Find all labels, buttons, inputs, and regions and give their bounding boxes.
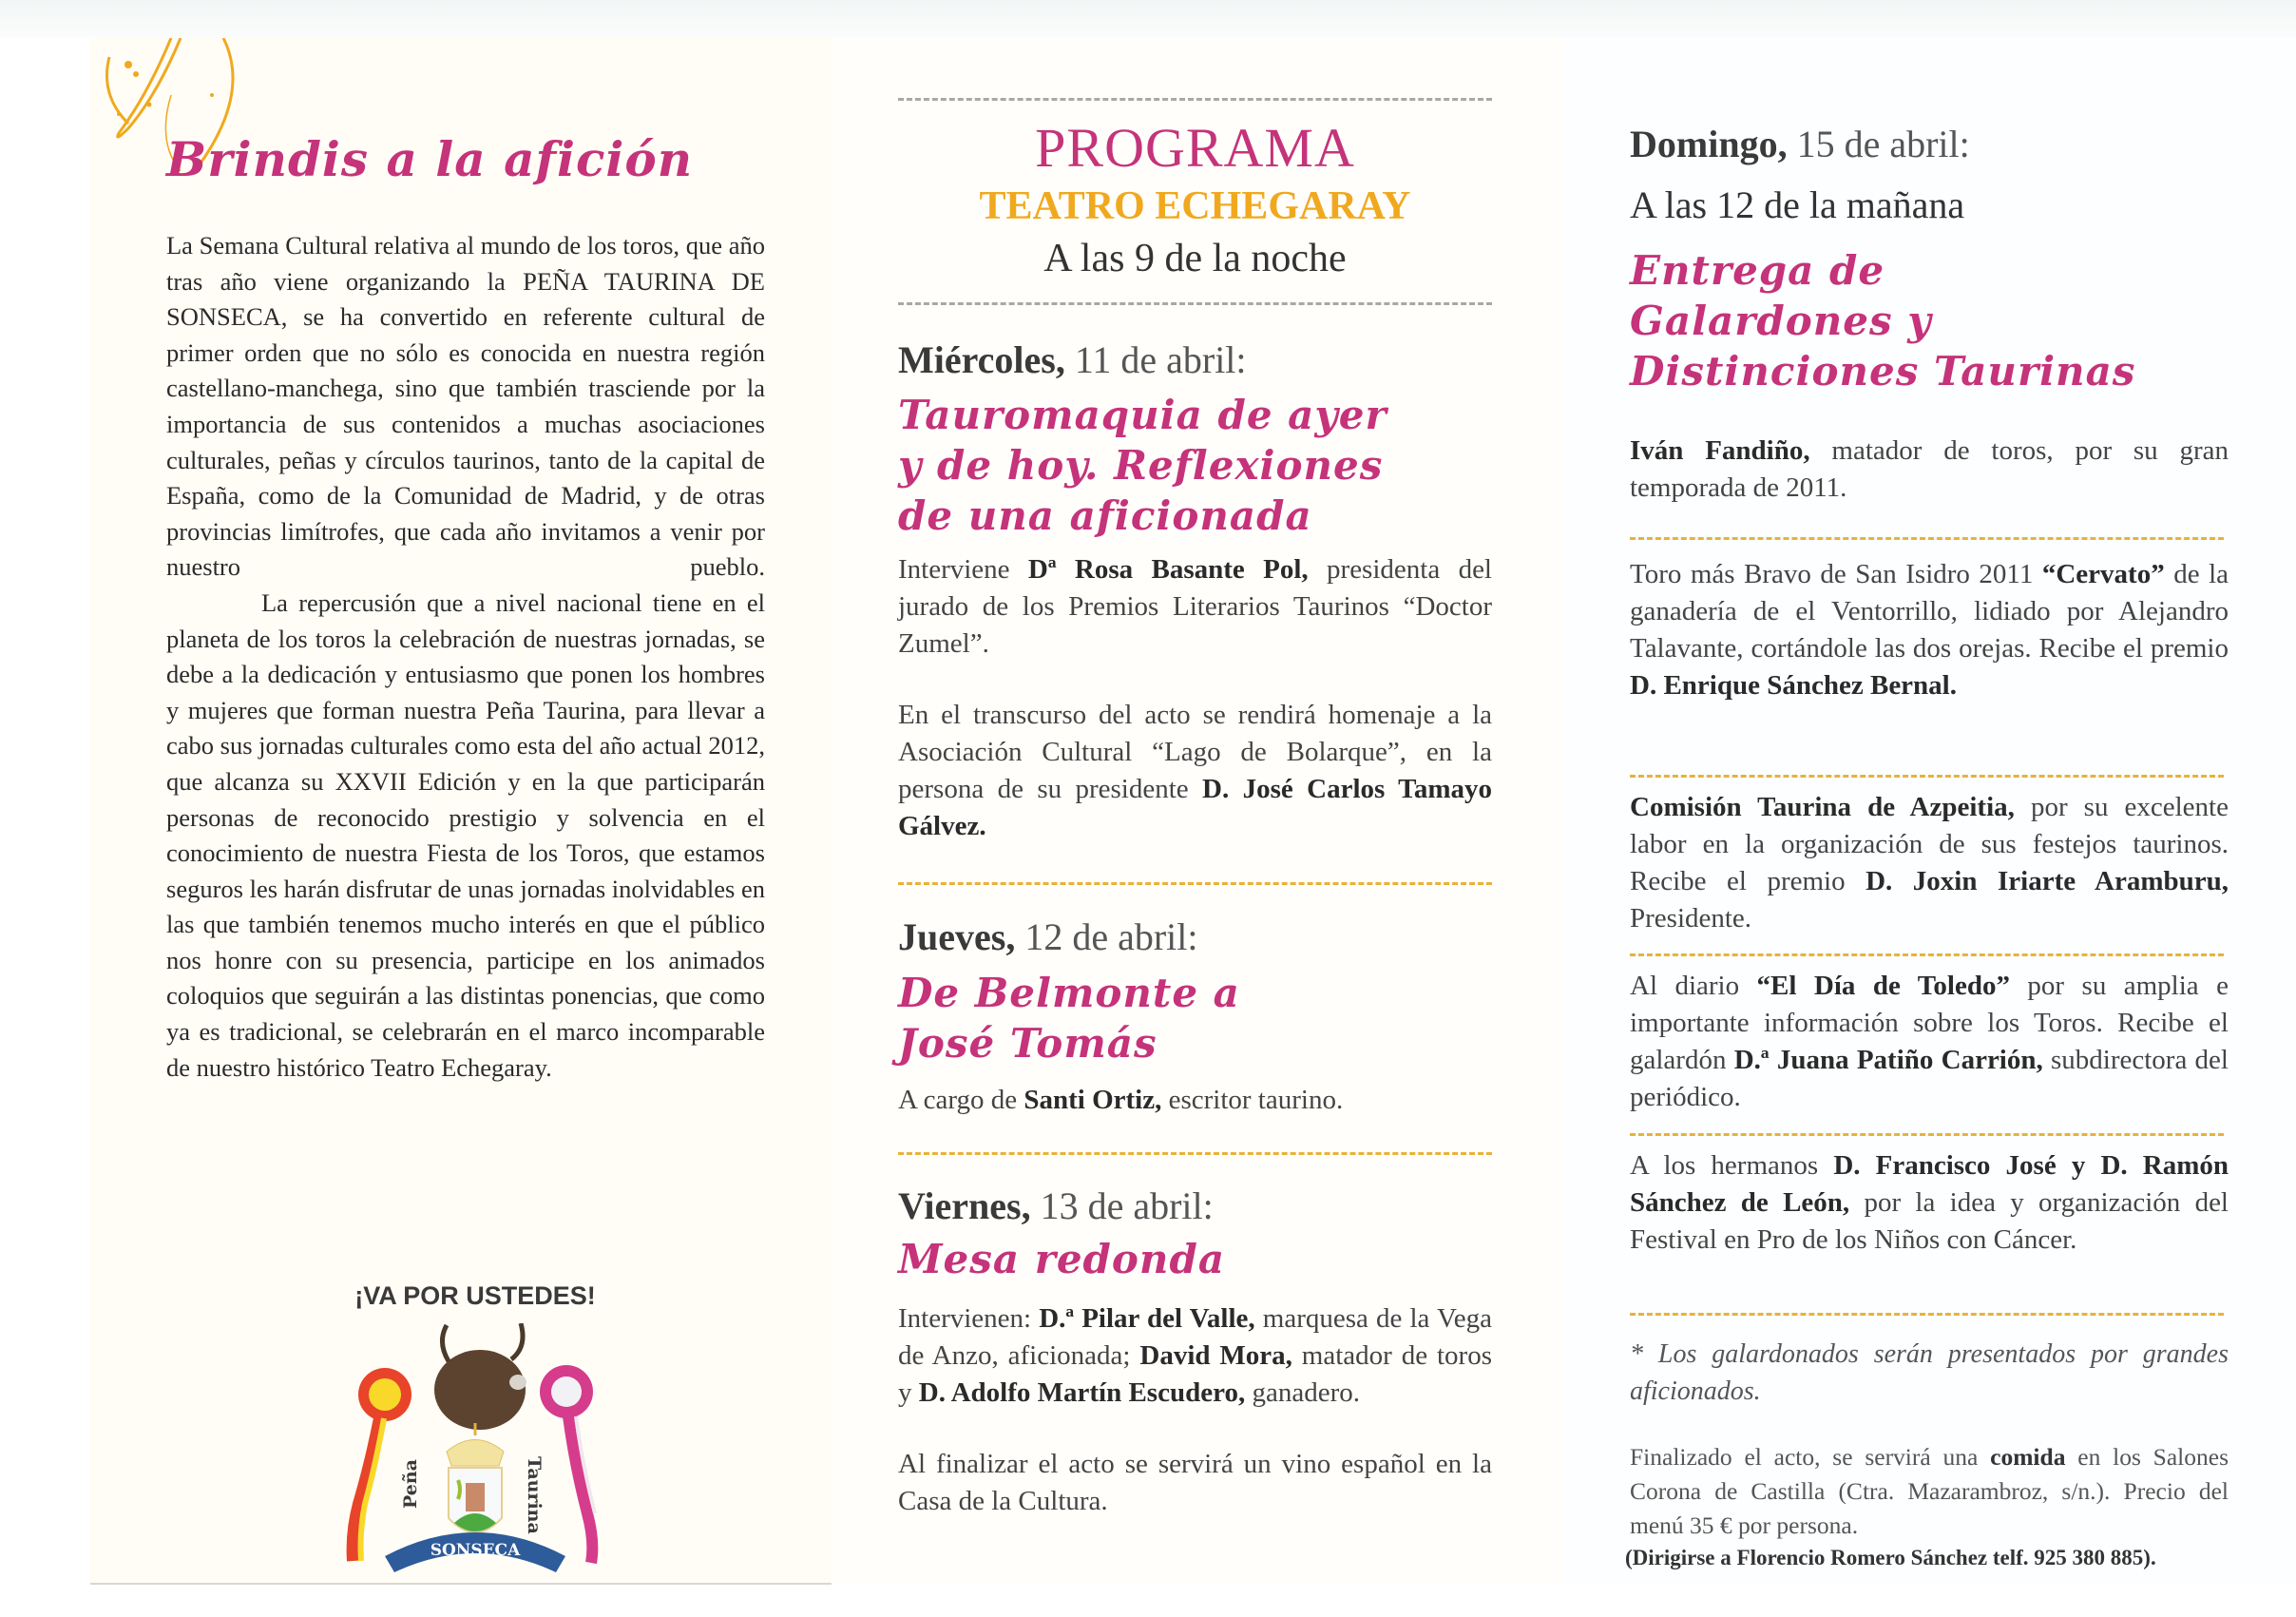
crown-icon	[447, 1423, 504, 1466]
ceremony-day: Domingo, 15 de abril:	[1630, 123, 1970, 165]
scan-top-edge	[0, 0, 2296, 38]
presenters-note: * Los galardonados serán presentados por grandes aficionados.	[1630, 1339, 2229, 1406]
divider-award-3	[1630, 953, 2224, 956]
event-2-day: Jueves, 12 de abril:	[898, 915, 1198, 958]
closing-slogan: ¡VA POR USTEDES!	[354, 1281, 596, 1310]
divider-award-2	[1630, 775, 2224, 778]
award-4: Al diario “El Día de Toledo” por su amplia e importante información sobre los Toros. Recibe el galardón D.ª Juana Patiño Carrión, subdirectora del periódico.	[1630, 971, 2229, 1112]
bull-head-icon	[434, 1323, 526, 1430]
ceremony-title: Entrega de Galardones y Distinciones Taurinas	[1630, 247, 2136, 395]
logo-text-pena: Peña	[400, 1459, 421, 1509]
left-body	[166, 228, 765, 1086]
divider-award-5	[1630, 1313, 2224, 1316]
divider-program	[898, 302, 1492, 305]
event-1-title: Tauromaquia de ayer y de hoy. Reflexiones de una aficionada	[898, 392, 1387, 539]
award-1: Iván Fandiño, matador de toros, por su gran temporada de 2011.	[1630, 435, 2229, 503]
pena-taurina-sonseca-logo	[342, 1323, 608, 1580]
divider-top	[898, 98, 1492, 101]
event-1-day: Miércoles, 11 de abril:	[898, 338, 1247, 381]
award-2: Toro más Bravo de San Isidro 2011 “Cervato” de la ganadería de el Ventorrillo, lidiado por Alejandro Talavante, cortándole las dos orejas. Recibe el premio D. Enrique Sánchez Bernal.	[1630, 559, 2229, 701]
logo-text-taurina: Taurina	[524, 1456, 545, 1534]
program-time: A las 9 de la noche	[1043, 237, 1347, 280]
event-3-title: Mesa redonda	[898, 1236, 1226, 1282]
left-paragraph-2: La repercusión que a nivel nacional tiene en el planeta de los toros la celebración de nuestras jornadas, se debe a la dedicación y entusiasmo que ponen los hombres y mujeres que forman nuestra Peña Taurina, para llevar a cabo sus jornadas culturales como esta del año actual 2012, que alcanza su XXVII Edición y en la que participarán personas de reconocido prestigio y solvencia en el conocimiento de nuestra Fiesta de los Toros, que estamos seguros les harán disfrutar de unas jornadas inolvidables en las que también tenemos mucho interés en que el público nos honre con su presencia, participe en los animados coloquios que seguirán a las distintas ponencias, que como ya es tradicional, se celebrarán en el marco incomparable de nuestro histórico Teatro Echegaray.	[166, 587, 765, 1082]
event-2-description: A cargo de Santi Ortiz, escritor taurino.	[898, 1085, 1344, 1115]
divider-event-1	[898, 882, 1492, 885]
program-title: PROGRAMA	[1035, 117, 1355, 179]
award-3: Comisión Taurina de Azpeitia, por su excelente labor en la organización de sus festejos taurinos. Recibe el premio D. Joxin Iriarte Aramburu, Presidente.	[1630, 792, 2229, 934]
event-2-title: De Belmonte a José Tomás	[898, 970, 1240, 1067]
event-3-day: Viernes, 13 de abril:	[898, 1184, 1214, 1227]
divider-award-1	[1630, 537, 2224, 540]
left-title: Brindis a la afición	[166, 131, 694, 187]
divider-event-2	[898, 1152, 1492, 1155]
event-1-description: Interviene Dª Rosa Basante Pol, presidenta del jurado de los Premios Literarios Taurinos “Doctor Zumel”. En el transcurso del acto se rendirá homenaje a la Asociación Cultural “Lago de Bolarque”, en la persona de su presidente D. José Carlos Tamayo Gálvez.	[898, 554, 1493, 841]
magenta-rosette-icon	[540, 1365, 595, 1563]
divider-award-4	[1630, 1133, 2224, 1136]
shield-icon	[449, 1468, 502, 1532]
contact-info: (Dirigirse a Florencio Romero Sánchez telf. 925 380 885).	[1625, 1546, 2156, 1569]
logo-text-sonseca: SONSECA	[430, 1541, 521, 1560]
left-paragraph-1: La Semana Cultural relativa al mundo de los toros, que año tras año viene organizando la PEÑA TAURINA DE SONSECA, se ha convertido en referente cultural de primer orden que no sólo es conocida en nuestra región castellano-manchega, sino que también trasciende por la importancia de sus contenidos a muchas asociaciones culturales, peñas y círculos taurinos, tanto de la capital de España, como de la Comunidad de Madrid, y de otras provincias limítrofes, que cada año invitamos a venir por nuestro pueblo.	[166, 231, 765, 582]
event-3-description: Intervienen: D.ª Pilar del Valle, marquesa de la Vega de Anzo, aficionada; David Mora, matador de toros y D. Adolfo Martín Escudero, ganadero. Al finalizar el acto se servirá un vino español en la Casa de la Cultura.	[898, 1303, 1493, 1516]
meal-info: Finalizado el acto, se servirá una comida en los Salones Corona de Castilla (Ctra. Mazarambroz, s/n.). Precio del menú 35 € por persona.	[1630, 1443, 2229, 1539]
ceremony-time: A las 12 de la mañana	[1630, 183, 1965, 226]
program-venue: TEATRO ECHEGARAY	[979, 184, 1411, 228]
award-5: A los hermanos D. Francisco José y D. Ramón Sánchez de León, por la idea y organización del Festival en Pro de los Niños con Cáncer.	[1630, 1150, 2229, 1255]
